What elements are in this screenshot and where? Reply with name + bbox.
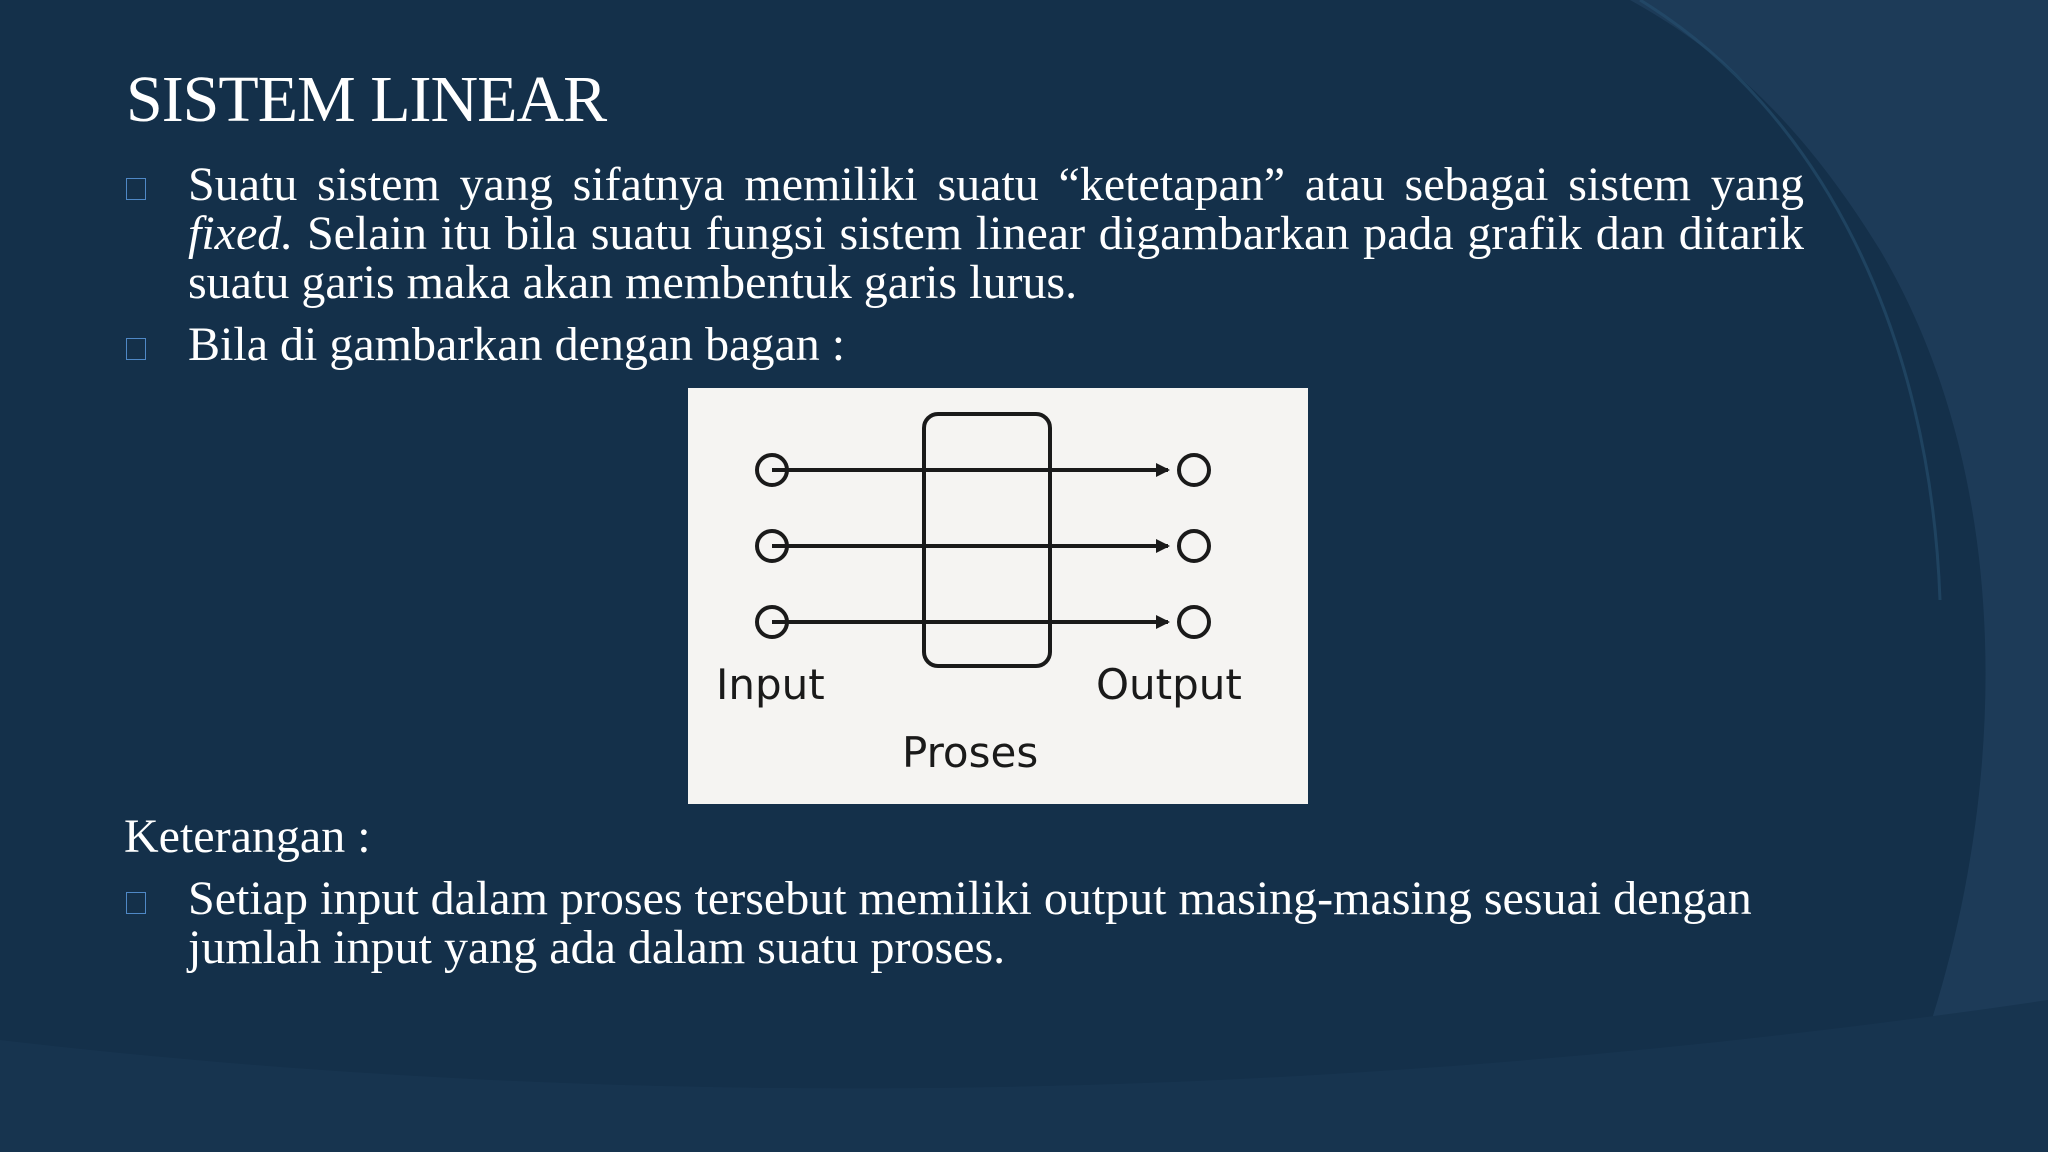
bullet-text-part: Suatu sistem yang sifatnya memiliki suatu “ketetapan” atau sebagai sistem yang xyxy=(188,158,1804,211)
channel-1 xyxy=(757,455,1209,485)
bullet-item xyxy=(126,320,845,369)
bullet-text-italic: fixed. xyxy=(188,207,294,260)
bullet-text xyxy=(188,160,1804,307)
process-label: Proses xyxy=(902,728,1039,777)
bullet-item xyxy=(126,160,1804,307)
bullet-text-part: Selain itu bila suatu fungsi sistem linear digambarkan pada grafik dan ditarik suatu garis maka akan membentuk garis lurus. xyxy=(188,207,1804,309)
output-node xyxy=(1179,607,1209,637)
keterangan-heading: Keterangan : xyxy=(124,810,371,863)
slide-title: SISTEM LINEAR xyxy=(126,63,607,136)
bullet-text: Setiap input dalam proses tersebut memiliki output masing-masing sesuai dengan jumlah input yang ada dalam suatu proses. xyxy=(188,872,1752,974)
process-box xyxy=(924,414,1050,666)
bullet-text: Bila di gambarkan dengan bagan : xyxy=(188,318,846,371)
output-node xyxy=(1179,455,1209,485)
square-bullet-icon xyxy=(126,338,146,360)
channel-3 xyxy=(757,607,1209,637)
bullet-item xyxy=(126,874,1788,972)
channel-2 xyxy=(757,531,1209,561)
square-bullet-icon xyxy=(126,178,146,200)
output-node xyxy=(1179,531,1209,561)
output-label: Output xyxy=(1096,660,1242,709)
square-bullet-icon xyxy=(126,892,146,914)
linear-system-diagram xyxy=(688,388,1308,804)
input-label: Input xyxy=(716,660,825,709)
